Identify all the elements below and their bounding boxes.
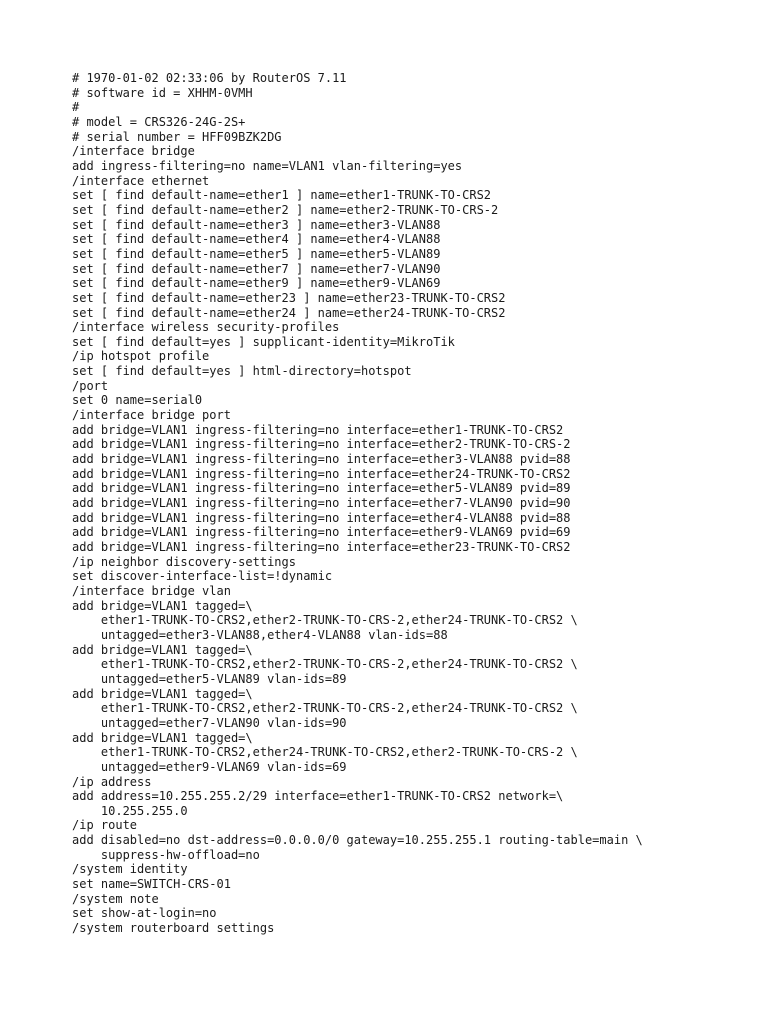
config-line: #: [72, 100, 80, 115]
config-line: /port: [72, 378, 109, 393]
config-line: add bridge=VLAN1 ingress-filtering=no interface=ether7-VLAN90 pvid=90: [72, 496, 571, 511]
config-line: ether1-TRUNK-TO-CRS2,ether2-TRUNK-TO-CRS-2,ether24-TRUNK-TO-CRS2 \: [72, 657, 578, 672]
config-line: set [ find default-name=ether24 ] name=ether24-TRUNK-TO-CRS2: [72, 305, 506, 320]
config-text-block: [72, 71, 643, 936]
config-line: ether1-TRUNK-TO-CRS2,ether2-TRUNK-TO-CRS-2,ether24-TRUNK-TO-CRS2 \: [72, 701, 578, 716]
config-line: add disabled=no dst-address=0.0.0.0/0 gateway=10.255.255.1 routing-table=main \: [72, 833, 643, 848]
config-line: add address=10.255.255.2/29 interface=ether1-TRUNK-TO-CRS2 network=\: [72, 789, 564, 804]
config-line: set [ find default-name=ether3 ] name=ether3-VLAN88: [72, 217, 441, 232]
config-line: add bridge=VLAN1 ingress-filtering=no interface=ether9-VLAN69 pvid=69: [72, 525, 571, 540]
config-line: /ip address: [72, 774, 152, 789]
config-line: add bridge=VLAN1 ingress-filtering=no interface=ether5-VLAN89 pvid=89: [72, 481, 571, 496]
config-line: set [ find default-name=ether23 ] name=ether23-TRUNK-TO-CRS2: [72, 290, 506, 305]
config-line: untagged=ether7-VLAN90 vlan-ids=90: [72, 715, 347, 730]
config-line: set 0 name=serial0: [72, 393, 203, 408]
config-line: add bridge=VLAN1 ingress-filtering=no interface=ether1-TRUNK-TO-CRS2: [72, 422, 564, 437]
config-line: add bridge=VLAN1 tagged=\: [72, 642, 253, 657]
config-line: 10.255.255.0: [72, 803, 188, 818]
config-line: ether1-TRUNK-TO-CRS2,ether2-TRUNK-TO-CRS-2,ether24-TRUNK-TO-CRS2 \: [72, 613, 578, 628]
config-line: /interface bridge: [72, 144, 195, 159]
config-line: add bridge=VLAN1 ingress-filtering=no interface=ether24-TRUNK-TO-CRS2: [72, 466, 571, 481]
config-line: /interface bridge vlan: [72, 583, 231, 598]
config-line: add bridge=VLAN1 tagged=\: [72, 730, 253, 745]
config-line: ether1-TRUNK-TO-CRS2,ether24-TRUNK-TO-CRS2,ether2-TRUNK-TO-CRS-2 \: [72, 745, 578, 760]
config-line: set [ find default=yes ] html-directory=hotspot: [72, 364, 412, 379]
config-line: untagged=ether5-VLAN89 vlan-ids=89: [72, 671, 347, 686]
config-line: /system identity: [72, 862, 188, 877]
config-line: add bridge=VLAN1 ingress-filtering=no interface=ether23-TRUNK-TO-CRS2: [72, 540, 571, 554]
config-line: /system note: [72, 891, 159, 906]
config-line: /interface ethernet: [72, 173, 210, 188]
config-line: suppress-hw-offload=no: [72, 847, 260, 862]
config-line: untagged=ether9-VLAN69 vlan-ids=69: [72, 759, 347, 774]
config-line: /interface bridge port: [72, 408, 231, 423]
config-line: /ip route: [72, 818, 138, 833]
config-line: # serial number = HFF09BZK2DG: [72, 129, 282, 144]
config-line: /interface wireless security-profiles: [72, 320, 340, 335]
config-line: add bridge=VLAN1 tagged=\: [72, 598, 253, 613]
config-line: /ip hotspot profile: [72, 349, 210, 364]
config-line: add bridge=VLAN1 ingress-filtering=no interface=ether4-VLAN88 pvid=88: [72, 510, 571, 525]
config-line: set [ find default-name=ether9 ] name=ether9-VLAN69: [72, 276, 441, 291]
config-line: add ingress-filtering=no name=VLAN1 vlan-filtering=yes: [72, 158, 463, 173]
config-line: /ip neighbor discovery-settings: [72, 554, 296, 569]
config-line: set [ find default=yes ] supplicant-identity=MikroTik: [72, 334, 455, 349]
config-line: set discover-interface-list=!dynamic: [72, 569, 333, 584]
config-line: set name=SWITCH-CRS-01: [72, 877, 231, 892]
config-line: # model = CRS326-24G-2S+: [72, 114, 246, 129]
config-line: set [ find default-name=ether4 ] name=ether4-VLAN88: [72, 232, 441, 247]
config-line: # 1970-01-02 02:33:06 by RouterOS 7.11: [72, 71, 347, 85]
config-line: set [ find default-name=ether7 ] name=ether7-VLAN90: [72, 261, 441, 276]
config-line: set show-at-login=no: [72, 906, 217, 921]
config-line: set [ find default-name=ether2 ] name=ether2-TRUNK-TO-CRS-2: [72, 202, 499, 217]
config-line: add bridge=VLAN1 ingress-filtering=no interface=ether3-VLAN88 pvid=88: [72, 452, 571, 467]
config-line: untagged=ether3-VLAN88,ether4-VLAN88 vlan-ids=88: [72, 627, 448, 642]
config-line: add bridge=VLAN1 ingress-filtering=no interface=ether2-TRUNK-TO-CRS-2: [72, 437, 571, 452]
config-line: /system routerboard settings: [72, 921, 275, 936]
config-line: # software id = XHHM-0VMH: [72, 85, 253, 100]
config-line: set [ find default-name=ether1 ] name=ether1-TRUNK-TO-CRS2: [72, 188, 492, 203]
config-line: set [ find default-name=ether5 ] name=ether5-VLAN89: [72, 246, 441, 261]
config-line: add bridge=VLAN1 tagged=\: [72, 686, 253, 701]
